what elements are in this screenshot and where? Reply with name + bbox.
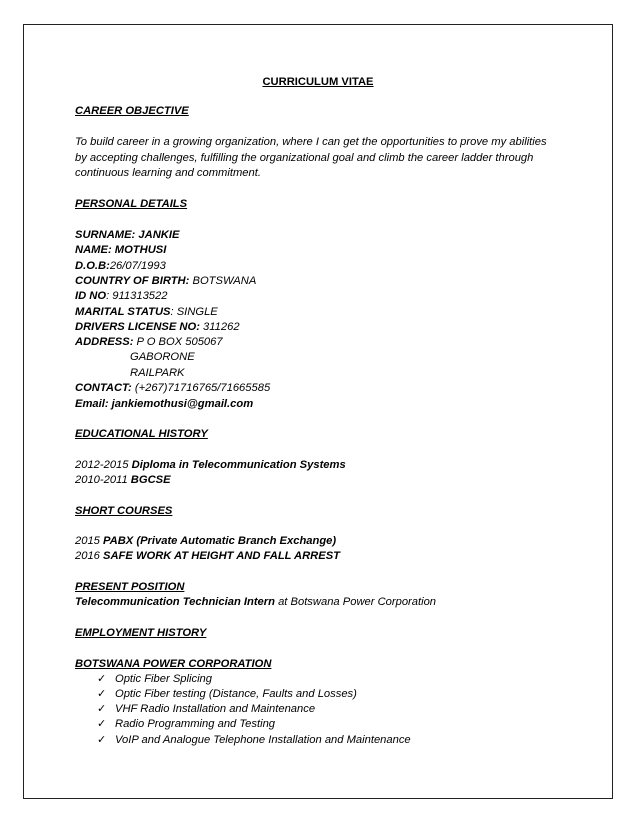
education-title: BGCSE — [130, 474, 171, 486]
contact-label: CONTACT: — [75, 382, 132, 394]
present-position-heading: PRESENT POSITION — [75, 581, 185, 593]
dob-label: D.O.B: — [75, 260, 110, 272]
license-label: DRIVERS LICENSE NO: — [75, 321, 200, 333]
document-title: CURRICULUM VITAE — [262, 76, 374, 88]
license-field — [75, 320, 240, 334]
employer-name: BOTSWANA POWER CORPORATION — [75, 658, 272, 670]
dob-field — [75, 259, 166, 273]
contact-value: (+267)71716765/71665585 — [131, 382, 271, 394]
duty-list-item — [97, 733, 411, 747]
checkmark-icon: ✓ — [97, 734, 107, 746]
duty-text: VHF Radio Installation and Maintenance — [115, 703, 316, 715]
education-years: 2010-2011 — [75, 474, 131, 486]
address-line-1: P O BOX 505067 — [133, 336, 223, 348]
id-label: ID NO — [75, 290, 107, 302]
short-courses-heading: SHORT COURSES — [75, 505, 173, 517]
contact-field — [75, 381, 270, 395]
employment-heading: EMPLOYMENT HISTORY — [75, 627, 207, 639]
objective-line-2: by accepting challenges, fulfilling the organizational goal and climb the career ladder through — [75, 152, 534, 164]
education-heading: EDUCATIONAL HISTORY — [75, 428, 208, 440]
position-role: Telecommunication Technician Intern — [75, 596, 275, 608]
email-field: Email: jankiemothusi@gmail.com — [75, 398, 254, 410]
name-field: NAME: MOTHUSI — [75, 244, 167, 256]
dob-value: 26/07/1993 — [109, 260, 166, 272]
duty-list-item — [97, 717, 275, 731]
duty-list-item — [97, 687, 357, 701]
duty-list-item — [97, 672, 212, 686]
address-label: ADDRESS: — [75, 336, 134, 348]
course-title: PABX (Private Automatic Branch Exchange) — [103, 535, 337, 547]
objective-line-3: continuous learning and commitment. — [75, 167, 261, 179]
checkmark-icon: ✓ — [97, 673, 107, 685]
duty-list-item — [97, 702, 315, 716]
checkmark-icon: ✓ — [97, 688, 107, 700]
address-line-2: GABORONE — [130, 351, 195, 363]
license-value: 311262 — [199, 321, 240, 333]
education-years: 2012-2015 — [75, 459, 132, 471]
marital-field — [75, 305, 218, 319]
id-value: : 911313522 — [106, 290, 168, 302]
objective-line-1: To build career in a growing organization, where I can get the opportunities to prove my abilities — [75, 136, 547, 148]
course-year: 2016 — [75, 550, 103, 562]
education-item — [75, 458, 346, 472]
surname-field: SURNAME: JANKIE — [75, 229, 180, 241]
course-item — [75, 549, 340, 563]
checkmark-icon: ✓ — [97, 703, 107, 715]
education-item — [75, 473, 171, 487]
personal-details-heading: PERSONAL DETAILS — [75, 198, 188, 210]
address-line-3: RAILPARK — [130, 367, 185, 379]
duty-text: Optic Fiber testing (Distance, Faults and Losses) — [115, 688, 357, 700]
country-value: BOTSWANA — [189, 275, 257, 287]
education-title: Diploma in Telecommunication Systems — [131, 459, 346, 471]
course-item — [75, 534, 336, 548]
marital-label: MARITAL STATUS — [75, 306, 171, 318]
address-field — [75, 335, 223, 349]
career-objective-heading: CAREER OBJECTIVE — [75, 105, 189, 117]
course-year: 2015 — [75, 535, 103, 547]
course-title: SAFE WORK AT HEIGHT AND FALL ARREST — [103, 550, 340, 562]
position-company: at Botswana Power Corporation — [274, 596, 437, 608]
id-field — [75, 289, 167, 303]
marital-value: : SINGLE — [170, 306, 218, 318]
country-field — [75, 274, 256, 288]
duty-text: Optic Fiber Splicing — [115, 673, 212, 685]
country-label: COUNTRY OF BIRTH: — [75, 275, 190, 287]
present-position-line — [75, 595, 436, 609]
checkmark-icon: ✓ — [97, 718, 107, 730]
duty-text: Radio Programming and Testing — [115, 718, 276, 730]
duty-text: VoIP and Analogue Telephone Installation and Maintenance — [115, 734, 411, 746]
